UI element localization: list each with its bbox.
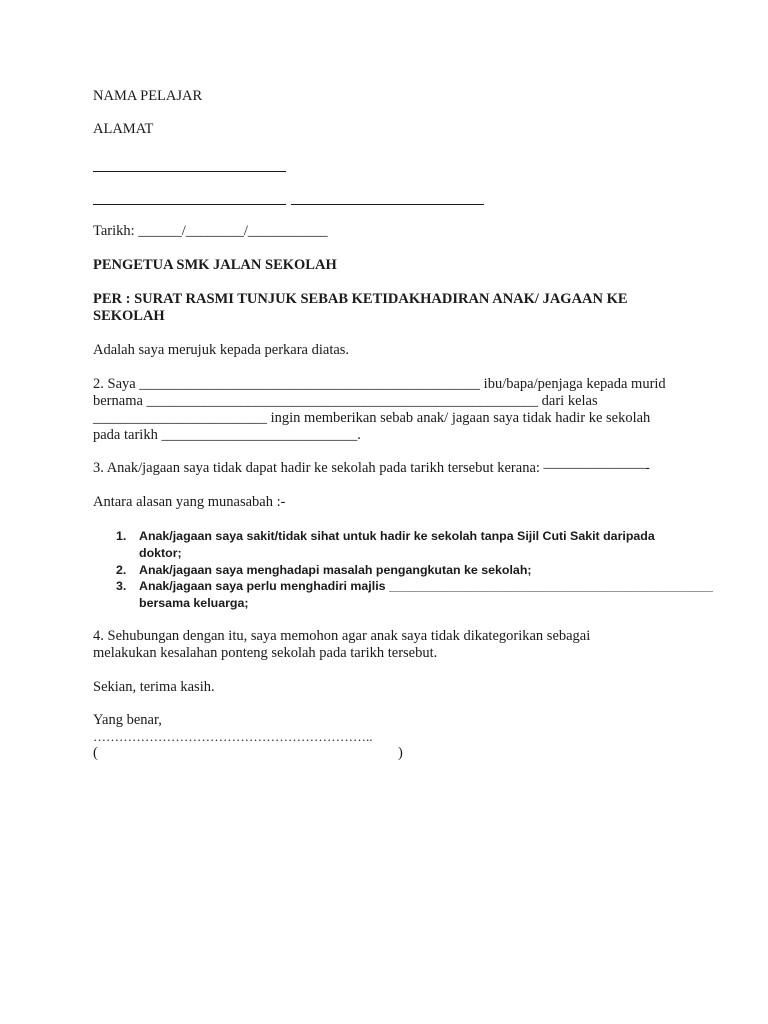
reason-text: Anak/jagaan saya menghadapi masalah pengangkutan ke sekolah; bbox=[139, 563, 532, 577]
reason-text: Anak/jagaan saya sakit/tidak sihat untuk hadir ke sekolah tanpa Sijil Cuti Sakit daripada bbox=[139, 529, 655, 543]
address-line-3 bbox=[291, 204, 484, 205]
paragraph-4-line-1: 4. Sehubungan dengan itu, saya memohon agar anak saya tidak dikategorikan sebagai bbox=[93, 628, 591, 644]
closing: Sekian, terima kasih. bbox=[93, 679, 215, 695]
reason-text-continued: bersama keluarga; bbox=[139, 596, 249, 610]
name-paren-close: ) bbox=[398, 745, 403, 761]
subject-line-1: PER : SURAT RASMI TUNJUK SEBAB KETIDAKHADIRAN ANAK/ JAGAAN KE bbox=[93, 291, 628, 307]
opening-paragraph: Adalah saya merujuk kepada perkara diatas. bbox=[93, 342, 350, 358]
signature-line: ……………………………………………………….. bbox=[93, 729, 373, 744]
yours-sincerely: Yang benar, bbox=[93, 712, 162, 728]
name-paren-open: ( bbox=[93, 745, 98, 761]
paragraph-2-line-1: 2. Saya _______________________________________________ ibu/bapa/penjaga kepada murid bbox=[93, 376, 666, 392]
reason-number: 3. bbox=[116, 579, 127, 593]
paragraph-2-line-4: pada tarikh ___________________________. bbox=[93, 427, 361, 443]
reason-number: 1. bbox=[116, 529, 127, 543]
address-line-2 bbox=[93, 204, 286, 205]
student-name-label: NAMA PELAJAR bbox=[93, 88, 203, 104]
date-line: Tarikh: ______/________/___________ bbox=[93, 223, 328, 239]
reason-text: Anak/jagaan saya perlu menghadiri majlis _______________________________________________ bbox=[139, 579, 713, 593]
recipient: PENGETUA SMK JALAN SEKOLAH bbox=[93, 257, 337, 273]
paragraph-4-line-2: melakukan kesalahan ponteng sekolah pada tarikh tersebut. bbox=[93, 645, 438, 661]
reasons-intro: Antara alasan yang munasabah :- bbox=[93, 494, 286, 510]
paragraph-3: 3. Anak/jagaan saya tidak dapat hadir ke sekolah pada tarikh tersebut kerana: ———————- bbox=[93, 460, 650, 476]
paragraph-2-line-3: ________________________ ingin memberikan sebab anak/ jagaan saya tidak hadir ke sekolah bbox=[93, 410, 651, 426]
subject-line-2: SEKOLAH bbox=[93, 308, 165, 324]
reason-number: 2. bbox=[116, 563, 127, 577]
reason-text-continued: doktor; bbox=[139, 546, 182, 560]
address-label: ALAMAT bbox=[93, 121, 154, 137]
paragraph-2-line-2: bernama ______________________________________________________ dari kelas bbox=[93, 393, 598, 409]
address-line-1 bbox=[93, 171, 286, 172]
